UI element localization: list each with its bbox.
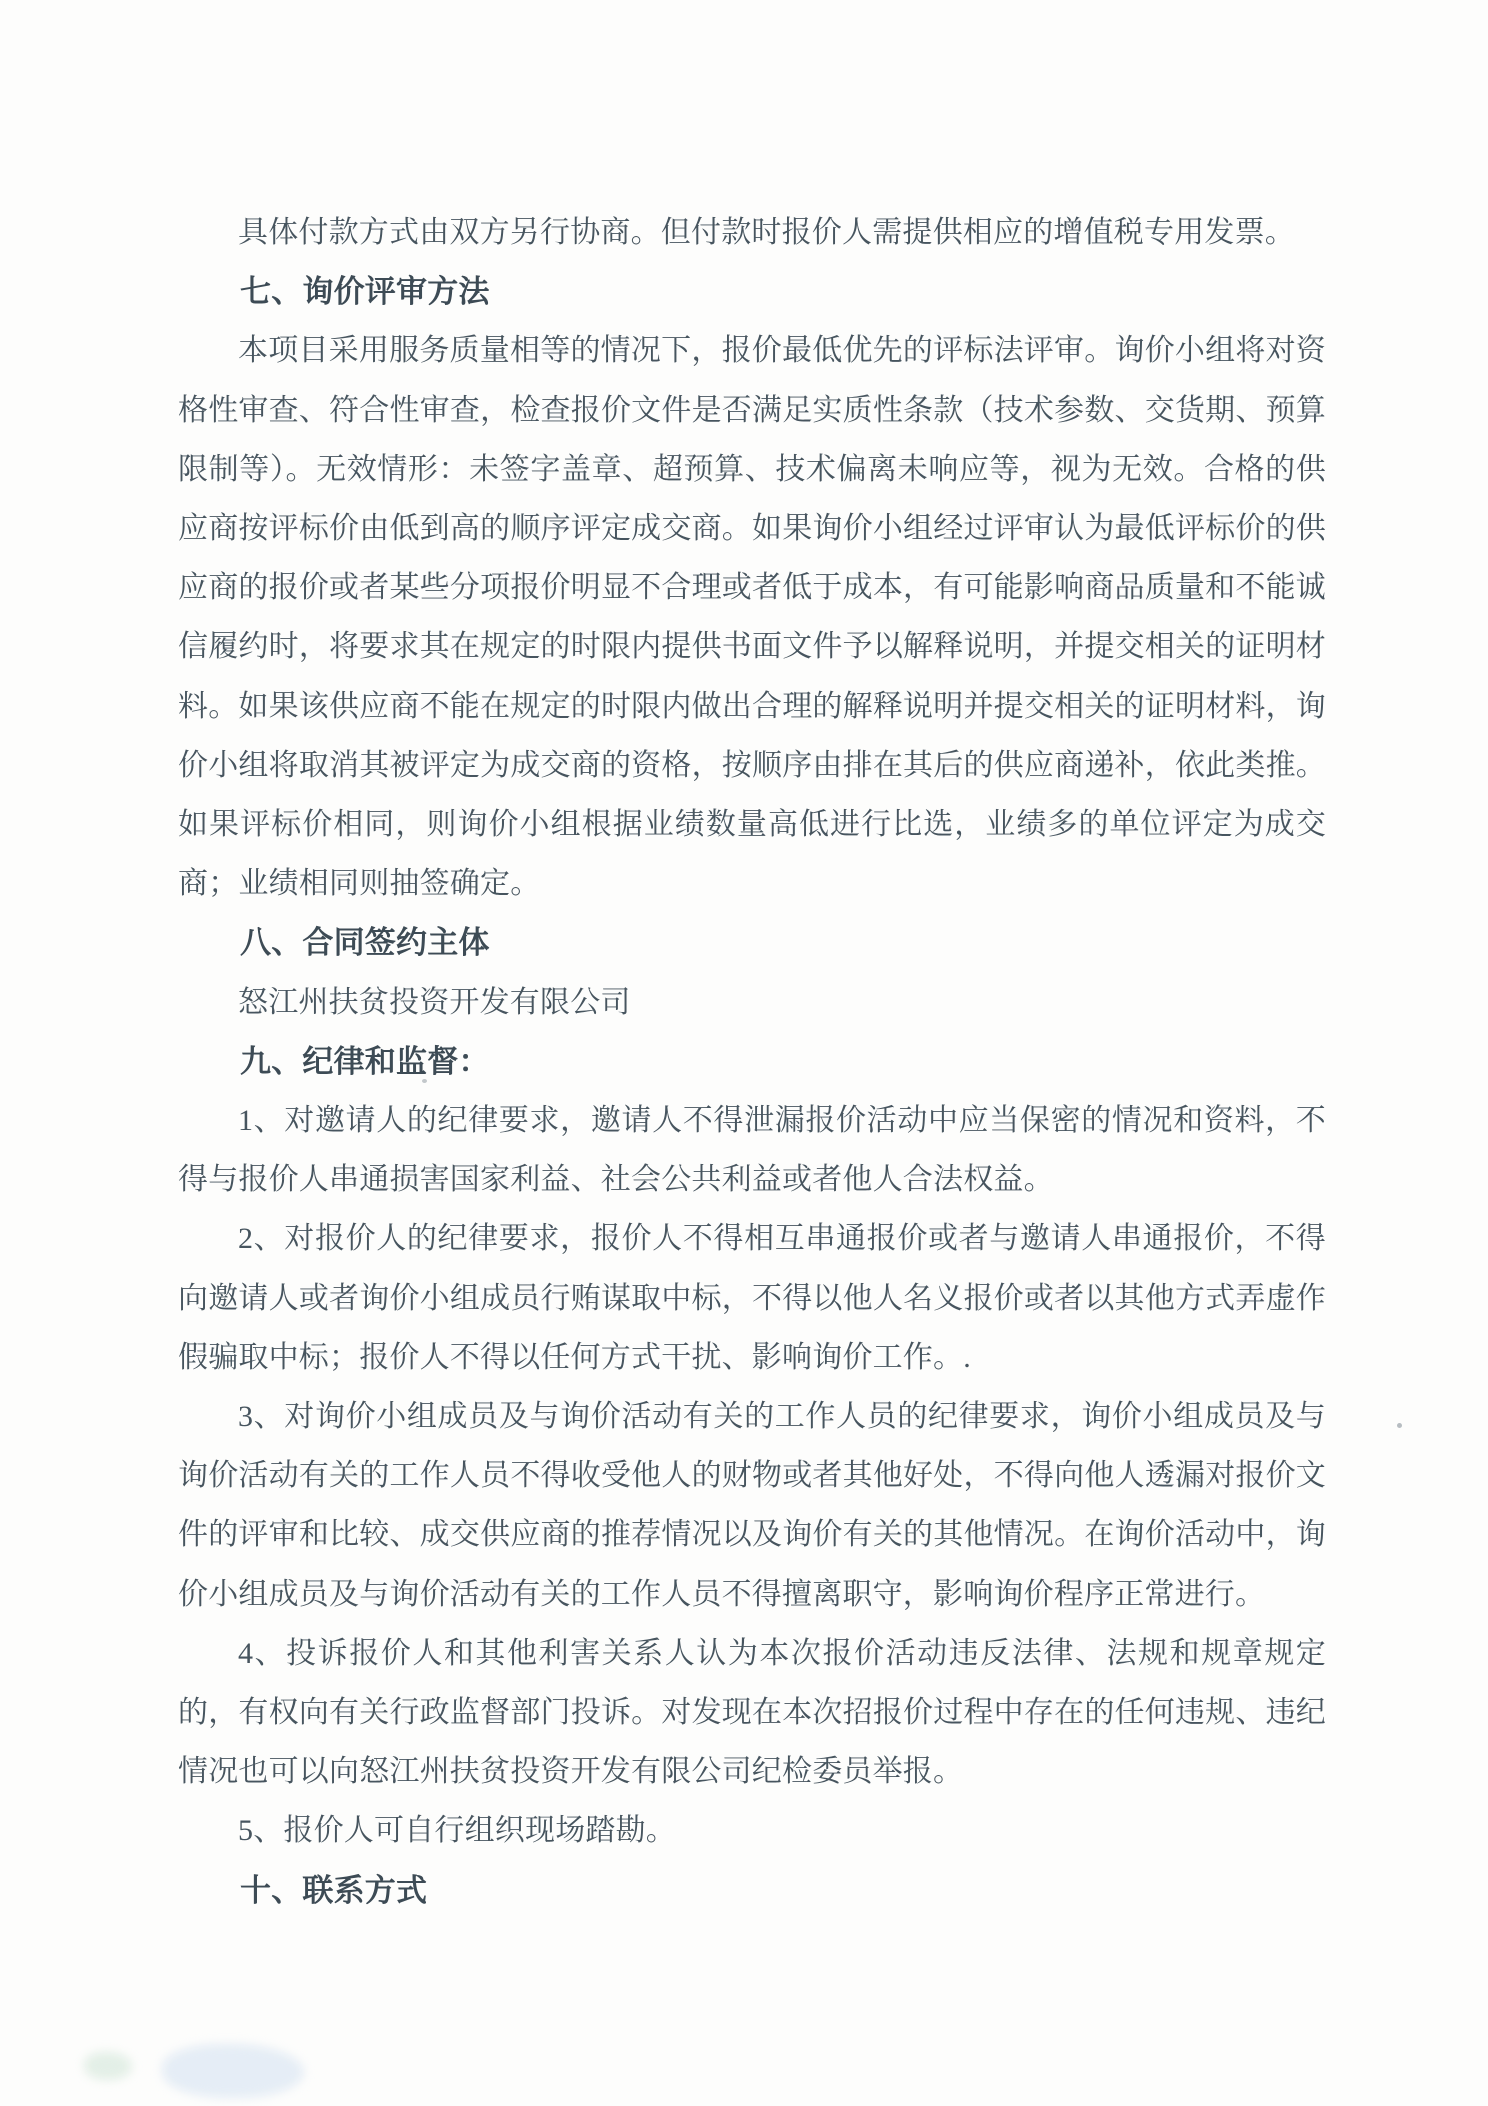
section-heading: 八、合同签约主体 <box>240 925 490 961</box>
scan-speck-artifact <box>422 1079 427 1083</box>
document-text-block <box>178 203 1326 1920</box>
paragraph: 本项目采用服务质量相等的情况下，报价最低优先的评标法评审。询价小组将对资格性审查、符合性审查，检查报价文件是否满足实质性条款（技术参数、交货期、预算限制等）。无效情形：未签字盖章、超预算、技术偏离未响应等，视为无效。合格的供应商按评标价由低到高的顺序评定成交商。如果询价小组经过评审认为最低评标价的供应商的报价或者某些分项报价明显不合理或者低于成本，有可能影响商品质量和不能诚信履约时，将要求其在规定的时限内提供书面文件予以解释说明，并提交相关的证明材料。如果该供应商不能在规定的时限内做出合理的解释说明并提交相关的证明材料，询价小组将取消其被评定为成交商的资格，按顺序由排在其后的供应商递补，依此类推。如果评标价相同，则询价小组根据业绩数量高低进行比选，业绩多的单位评定为成交商；业绩相同则抽签确定。 <box>178 334 1326 901</box>
paragraph: 4、投诉报价人和其他利害关系人认为本次报价活动违反法律、法规和规章规定的，有权向有关行政监督部门投诉。对发现在本次招报价过程中存在的任何违规、违纪情况也可以向怒江州扶贫投资开发有限公司纪检委员举报。 <box>178 1636 1326 1789</box>
section-heading: 七、询价评审方法 <box>240 274 490 310</box>
paragraph: 3、对询价小组成员及与询价活动有关的工作人员的纪律要求，询价小组成员及与询价活动有关的工作人员不得收受他人的财物或者其他好处，不得向他人透漏对报价文件的评审和比较、成交供应商的推荐情况以及询价有关的其他情况。在询价活动中，询价小组成员及与询价活动有关的工作人员不得擅离职守，影响询价程序正常进行。 <box>178 1400 1326 1611</box>
scan-speck-artifact <box>1397 1423 1402 1428</box>
paragraph: 1、对邀请人的纪律要求，邀请人不得泄漏报价活动中应当保密的情况和资料，不得与报价人串通损害国家利益、社会公共利益或者他人合法权益。 <box>178 1104 1326 1197</box>
paragraph: 2、对报价人的纪律要求，报价人不得相互串通报价或者与邀请人串通报价，不得向邀请人或者询价小组成员行贿谋取中标，不得以他人名义报价或者以其他方式弄虚作假骗取中标；报价人不得以任何方式干扰、影响询价工作。. <box>178 1222 1326 1374</box>
paragraph: 具体付款方式由双方另行协商。但付款时报价人需提供相应的增值税专用发票。 <box>238 216 1295 249</box>
scan-smudge-green-artifact <box>84 2052 132 2080</box>
scan-smudge-blue-artifact <box>162 2044 304 2098</box>
paragraph: 5、报价人可自行组织现场踏勘。 <box>238 1814 676 1848</box>
section-heading: 十、联系方式 <box>240 1872 428 1908</box>
paragraph: 怒江州扶贫投资开发有限公司 <box>238 985 631 1019</box>
section-heading: 九、纪律和监督： <box>240 1043 490 1079</box>
